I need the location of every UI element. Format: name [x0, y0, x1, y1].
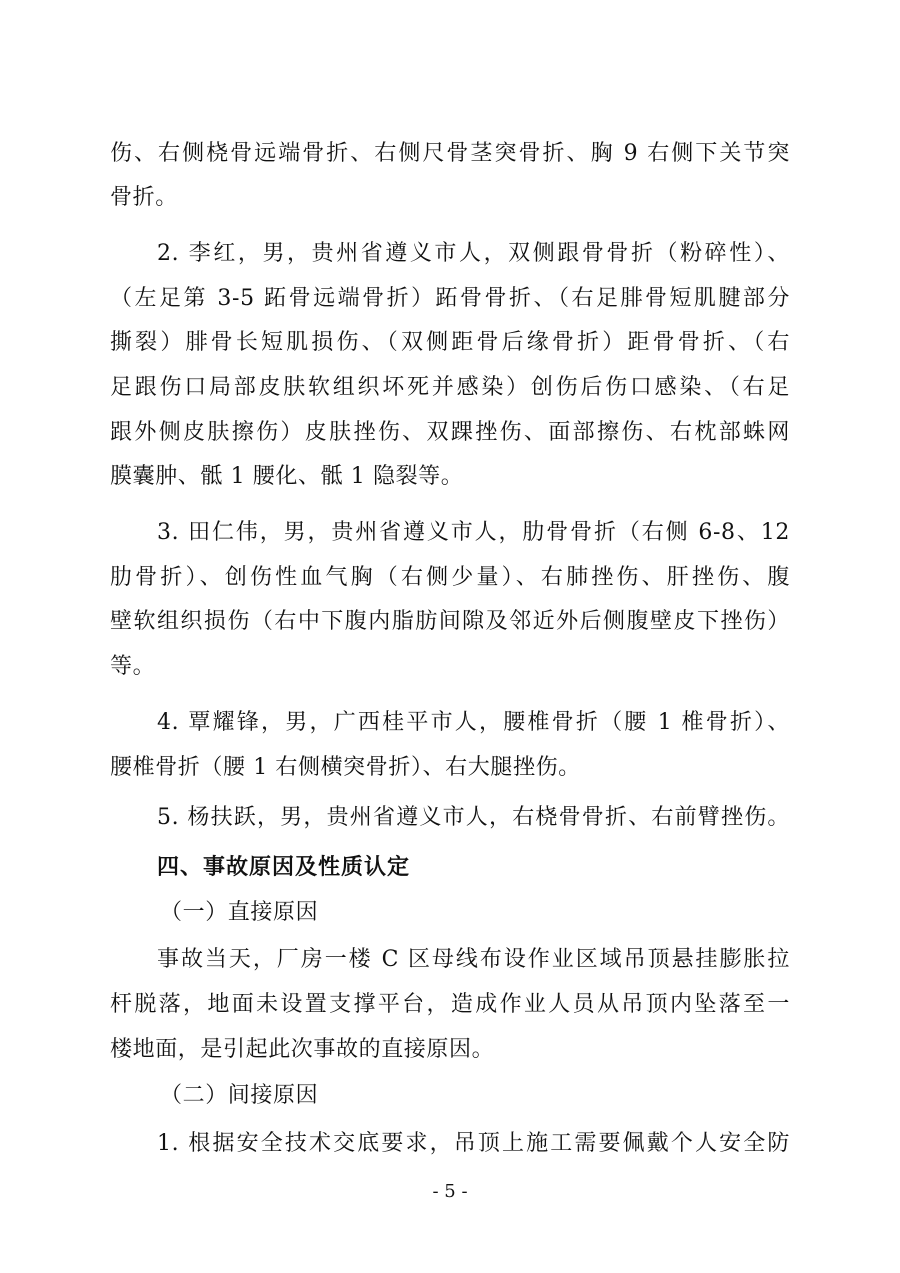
text-line: 足跟伤口局部皮肤软组织坏死并感染）创伤后伤口感染、（右足: [110, 375, 790, 400]
text-line: （左足第 3-5 跖骨远端骨折）跖骨骨折、（右足腓骨短肌腱部分: [110, 286, 790, 311]
text-line: 伤、右侧桡骨远端骨折、右侧尺骨茎突骨折、胸 9 右侧下关节突: [110, 141, 790, 166]
text-line: 1. 根据安全技术交底要求，吊顶上施工需要佩戴个人安全防: [157, 1131, 790, 1156]
text-line: 等。: [110, 654, 156, 679]
text-line: 2. 李红，男，贵州省遵义市人，双侧跟骨骨折（粉碎性）、: [157, 241, 790, 266]
subsection-heading: （一）直接原因: [160, 900, 319, 925]
text-line: 壁软组织损伤（右中下腹内脂肪间隙及邻近外后侧腹壁皮下挫伤）: [110, 609, 790, 634]
text-line: 3. 田仁伟，男，贵州省遵义市人，肋骨骨折（右侧 6-8、12: [157, 520, 790, 545]
subsection-heading: （二）间接原因: [160, 1083, 319, 1108]
text-line: 杆脱落，地面未设置支撑平台，造成作业人员从吊顶内坠落至一: [110, 992, 790, 1017]
text-line: 肋骨折）、创伤性血气胸（右侧少量）、右肺挫伤、肝挫伤、腹: [110, 565, 790, 590]
text-line: 5. 杨扶跃，男，贵州省遵义市人，右桡骨骨折、右前臂挫伤。: [157, 805, 790, 830]
text-line: 跟外侧皮肤擦伤）皮肤挫伤、双踝挫伤、面部擦伤、右枕部蛛网: [110, 420, 790, 445]
text-line: 楼地面，是引起此次事故的直接原因。: [110, 1037, 495, 1062]
page-number: - 5 -: [432, 1181, 468, 1202]
text-line: 骨折。: [110, 185, 178, 210]
text-line: 事故当天，厂房一楼 C 区母线布设作业区域吊顶悬挂膨胀拉: [157, 947, 790, 972]
text-line: 膜囊肿、骶 1 腰化、骶 1 隐裂等。: [110, 464, 464, 489]
text-line: 撕裂）腓骨长短肌损伤、（双侧距骨后缘骨折）距骨骨折、（右: [110, 330, 790, 355]
text-line: 4. 覃耀锋，男，广西桂平市人，腰椎骨折（腰 1 椎骨折）、: [157, 710, 790, 735]
section-heading: 四、事故原因及性质认定: [157, 854, 411, 880]
text-line: 腰椎骨折（腰 1 右侧横突骨折）、右大腿挫伤。: [110, 755, 581, 780]
